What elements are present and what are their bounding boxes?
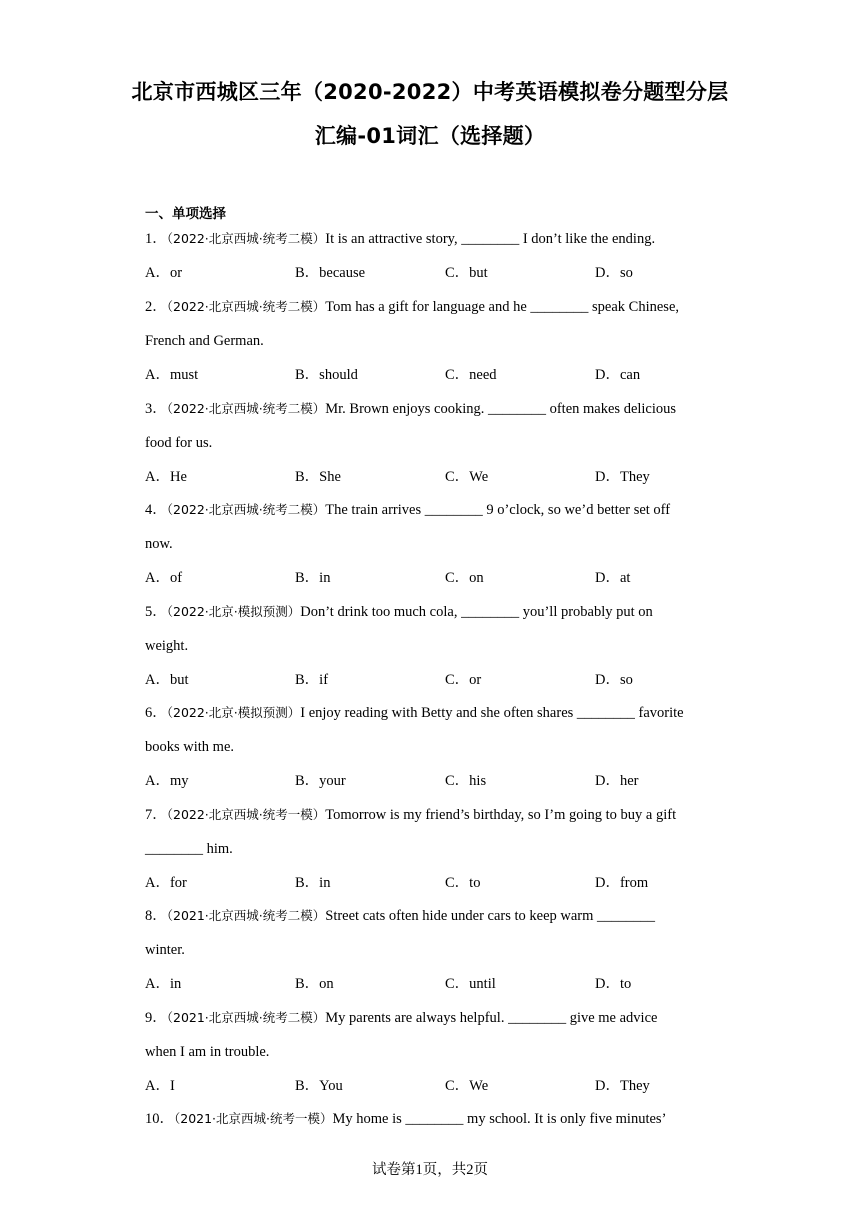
option-c: C．his [445,772,487,789]
options-row [145,764,745,798]
question-7 [145,798,720,867]
question-source: （2022·北京西城·统考二模） [166,299,326,314]
question-number: 9． [145,1010,167,1026]
question-text: It is an attractive story, ________ I don’t like the ending. [325,231,656,247]
option-a: A．but [145,671,189,688]
question-text-continued: French and German. [145,332,264,349]
option-d: D．to [595,975,632,992]
question-text: The train arrives ________ 9 o’clock, so we’d better set off [325,502,671,518]
question-source: （2021·北京西城·统考一模） [174,1111,333,1126]
options-row [145,866,745,900]
option-b: B．on [295,975,334,992]
question-text-continued: now. [145,535,173,552]
option-c: C．on [445,569,484,586]
option-d: D．her [595,772,639,789]
question-number: 2． [145,299,167,315]
option-a: A．He [145,468,187,485]
option-b: B．should [295,366,358,383]
option-c: C．or [445,671,482,688]
page-title-line-2: 汇编-01词汇（选择题） [314,124,546,148]
option-d: D．so [595,671,633,688]
question-text-continued: food for us. [145,434,213,451]
option-b: B．if [295,671,329,688]
question-source: （2022·北京西城·统考二模） [166,231,326,246]
option-d: D．at [595,569,631,586]
question-number: 6． [145,705,167,721]
option-b: B．in [295,874,331,891]
question-number: 5． [145,604,167,620]
option-a: A．for [145,874,187,891]
section-heading: 一、单项选择 [145,206,226,222]
question-text: Street cats often hide under cars to keep warm ________ [325,908,656,924]
options-row [145,256,745,290]
option-c: C．We [445,468,489,485]
question-source: （2022·北京西城·统考一模） [166,807,326,822]
option-c: C．until [445,975,496,992]
option-d: D．can [595,366,641,383]
option-b: B．because [295,264,366,281]
option-b: B．your [295,772,346,789]
options-row [145,358,745,392]
question-source: （2021·北京西城·统考二模） [166,908,326,923]
options-row [145,561,745,595]
question-text: Mr. Brown enjoys cooking. ________ often makes delicious [325,401,677,417]
option-d: D．They [595,1077,650,1094]
question-9 [145,1001,720,1070]
option-a: A．in [145,975,182,992]
options-row [145,967,745,1001]
question-text-continued: winter. [145,941,185,958]
question-text: I enjoy reading with Betty and she often shares ________ favorite [300,705,684,721]
option-b: B．in [295,569,331,586]
question-4 [145,493,720,562]
options-row [145,1069,745,1103]
option-a: A．my [145,772,189,789]
question-number: 10． [145,1111,174,1127]
question-10 [145,1102,720,1137]
question-number: 4． [145,502,167,518]
option-b: B．You [295,1077,343,1094]
option-c: C．but [445,264,488,281]
option-a: A．of [145,569,183,586]
question-3 [145,392,720,461]
options-row [145,663,745,697]
page-title-line-1: 北京市西城区三年（2020-2022）中考英语模拟卷分题型分层 [131,80,729,104]
option-d: D．They [595,468,650,485]
page-footer: 试卷第1页，共2页 [372,1162,488,1178]
question-text: Tomorrow is my friend’s birthday, so I’m going to buy a gift [325,807,677,823]
option-d: D．from [595,874,649,891]
question-number: 8． [145,908,167,924]
option-a: A．or [145,264,183,281]
option-b: B．She [295,468,341,485]
question-text: Don’t drink too much cola, ________ you’ll probably put on [300,604,653,620]
question-source: （2022·北京·模拟预测） [166,705,301,720]
option-c: C．We [445,1077,489,1094]
option-a: A．I [145,1077,175,1094]
question-1 [145,222,720,257]
question-source: （2022·北京西城·统考二模） [166,502,326,517]
question-source: （2022·北京西城·统考二模） [166,401,326,416]
question-text: My parents are always helpful. ________ give me advice [325,1010,658,1026]
question-text: My home is ________ my school. It is only five minutes’ [332,1111,667,1127]
question-text-continued: books with me. [145,738,235,755]
question-source: （2022·北京·模拟预测） [166,604,301,619]
option-c: C．to [445,874,481,891]
question-5 [145,595,720,664]
question-text-continued: ________ him. [145,840,233,857]
question-2 [145,290,720,359]
question-text: Tom has a gift for language and he ________ speak Chinese, [325,299,680,315]
question-number: 3． [145,401,167,417]
question-8 [145,899,720,968]
option-c: C．need [445,366,497,383]
question-source: （2021·北京西城·统考二模） [166,1010,326,1025]
question-text-continued: weight. [145,637,189,654]
question-number: 7． [145,807,167,823]
options-row [145,460,745,494]
question-number: 1． [145,231,167,247]
question-text-continued: when I am in trouble. [145,1043,270,1060]
question-6 [145,696,720,765]
option-a: A．must [145,366,199,383]
option-d: D．so [595,264,633,281]
